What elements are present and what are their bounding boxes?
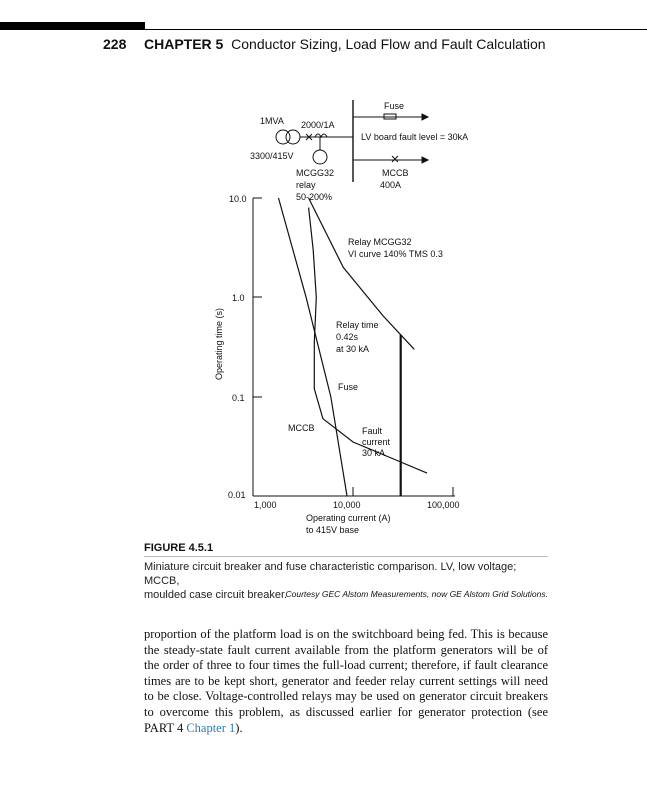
arrow-icon bbox=[422, 114, 428, 120]
body-paragraph bbox=[144, 627, 548, 736]
x-tick-label: 1,000 bbox=[254, 500, 277, 510]
relay-time-annotation: 0.42s bbox=[336, 332, 359, 342]
y-tick-label: 1.0 bbox=[232, 293, 245, 303]
chapter-label: CHAPTER 5 bbox=[144, 36, 224, 52]
relay-curve-annotation: VI curve 140% TMS 0.3 bbox=[348, 249, 443, 259]
figure-credit: Courtesy GEC Alstom Measurements, now GE Alstom Grid Solutions. bbox=[285, 589, 548, 599]
y-tick-label: 0.01 bbox=[228, 490, 246, 500]
y-tick-label: 10.0 bbox=[229, 194, 247, 204]
mccb-curve-label: MCCB bbox=[288, 423, 315, 433]
relay-time-annotation: at 30 kA bbox=[336, 344, 370, 354]
relay-word-label: relay bbox=[296, 180, 316, 190]
x-tick-label: 10,000 bbox=[333, 500, 361, 510]
relay-curve-annotation: Relay MCGG32 bbox=[348, 237, 412, 247]
transformer-secondary-coil bbox=[286, 130, 300, 144]
relay-setting-label: 50-200% bbox=[296, 192, 333, 202]
transformer-rating-label: 1MVA bbox=[260, 116, 284, 126]
chapter-title: Conductor Sizing, Load Flow and Fault Calculation bbox=[231, 36, 546, 52]
x-axis-subtitle: to 415V base bbox=[306, 525, 360, 535]
relay-icon bbox=[313, 150, 327, 164]
paragraph-closing: ). bbox=[235, 720, 243, 735]
figure-label: FIGURE 4.5.1 bbox=[144, 542, 214, 554]
relay-time-annotation: Relay time bbox=[336, 320, 379, 330]
ct-ratio-label: 2000/1A bbox=[301, 120, 335, 130]
relay-type-label: MCGG32 bbox=[296, 168, 335, 178]
arrow-icon bbox=[422, 157, 428, 163]
mccb-rating-label: 400A bbox=[380, 180, 402, 190]
fuse-label: Fuse bbox=[384, 101, 405, 111]
chapter-link[interactable]: Chapter 1 bbox=[186, 720, 236, 735]
fuse-curve-label: Fuse bbox=[338, 382, 359, 392]
caption-line: Miniature circuit breaker and fuse characteristic comparison. LV, low voltage; MCCB, bbox=[144, 561, 517, 587]
y-tick-label: 0.1 bbox=[232, 393, 245, 403]
fault-current-annotation: current bbox=[362, 437, 391, 447]
caption-rule bbox=[144, 556, 548, 557]
fault-level-label: LV board fault level = 30kA bbox=[361, 132, 469, 142]
fault-current-annotation: Fault bbox=[362, 426, 383, 436]
caption-line: moulded case circuit breaker. bbox=[144, 589, 288, 601]
x-axis-title: Operating current (A) bbox=[306, 513, 391, 523]
x-tick-label: 100,000 bbox=[427, 500, 460, 510]
y-axis-title: Operating time (s) bbox=[214, 307, 224, 380]
fault-current-annotation: 30 kA bbox=[362, 448, 386, 458]
page-number: 228 bbox=[103, 36, 127, 52]
paragraph-text: proportion of the platform load is on the switchboard being fed. This is because the steady-state fault current available from the platform generators will be of the order of three to four times the full-load current; therefore, if fault clearance times are to be kept short, generator and feeder relay current settings will need to be close. Voltage-controlled relays may be used on generator circuit breakers to overcome this problem, as discussed earlier for generator protection (see PART 4 bbox=[144, 627, 548, 735]
mccb-label: MCCB bbox=[382, 168, 409, 178]
transformer-voltage-label: 3300/415V bbox=[250, 151, 294, 161]
